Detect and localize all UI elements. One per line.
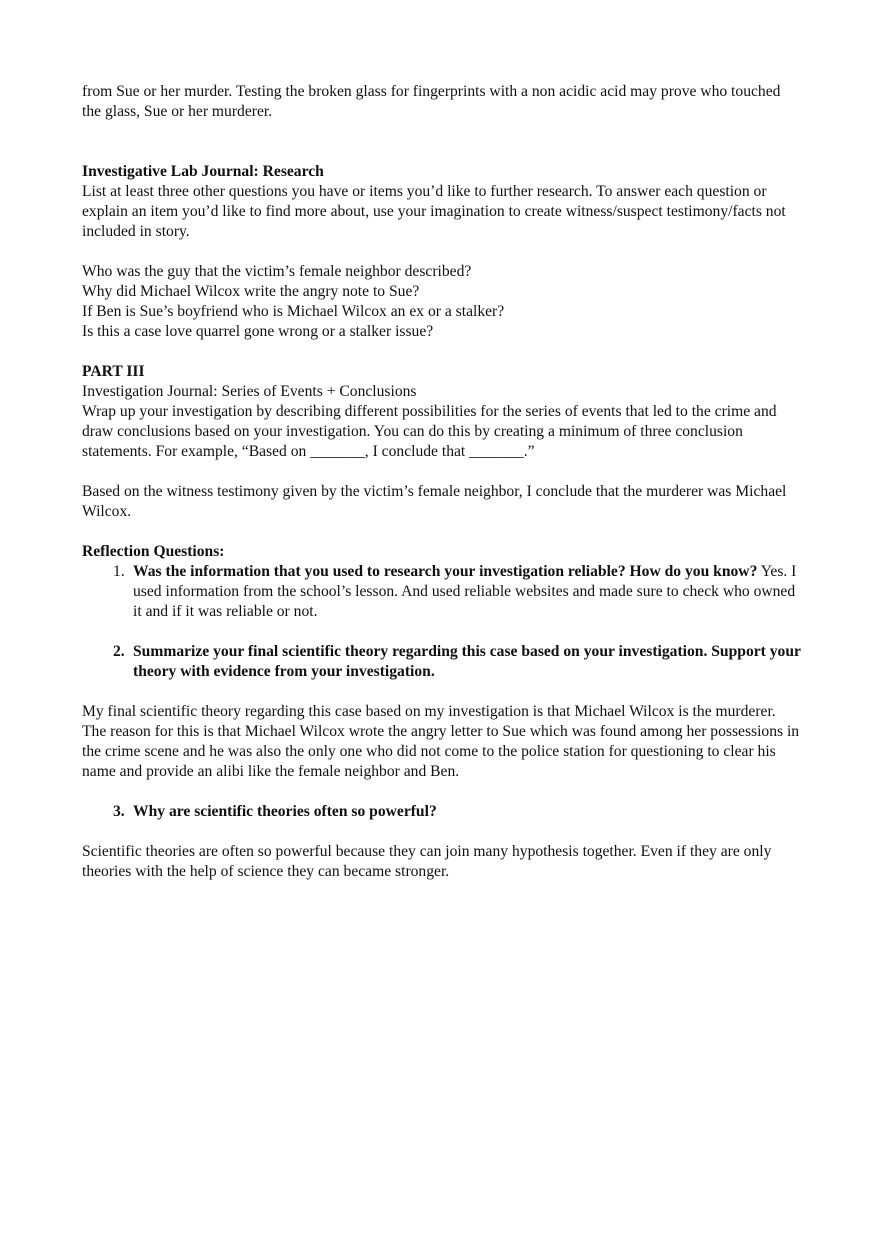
research-question: Is this a case love quarrel gone wrong or a stalker issue? xyxy=(82,323,434,340)
question-text: Was the information that you used to research your investigation reliable? How do you know? xyxy=(133,563,758,580)
part-three-instructions: Wrap up your investigation by describing different possibilities for the series of events that led to the crime and draw conclusions based on your investigation. You can do this by creating a minimum of three conclusion statements. For example, “Based on _______, I conclude that _______.” xyxy=(82,403,777,460)
spacer xyxy=(82,342,802,362)
spacer xyxy=(82,782,802,802)
research-question: If Ben is Sue’s boyfriend who is Michael Wilcox an ex or a stalker? xyxy=(82,303,505,320)
document-page xyxy=(82,82,802,882)
question-text: Summarize your final scientific theory regarding this case based on your investigation. Support your theory with evidence from your investigation. xyxy=(133,643,801,680)
part-three-subheading: Investigation Journal: Series of Events + Conclusions xyxy=(82,383,417,400)
research-instructions: List at least three other questions you have or items you’d like to further research. To answer each question or explain an item you’d like to find more about, use your imagination to create witness/suspect testimony/facts not included in story. xyxy=(82,183,786,240)
answer-paragraph: Scientific theories are often so powerful because they can join many hypothesis together. Even if they are only theories with the help of science they can became stronger. xyxy=(82,843,772,880)
research-heading: Investigative Lab Journal: Research xyxy=(82,163,324,180)
question-text: Why are scientific theories often so powerful? xyxy=(133,803,437,820)
spacer xyxy=(82,522,802,542)
question-number: 2. xyxy=(113,643,125,660)
spacer xyxy=(82,822,802,842)
question-number: 3. xyxy=(113,803,125,820)
conclusion-statement: Based on the witness testimony given by the victim’s female neighbor, I conclude that the murderer was Michael Wilcox. xyxy=(82,483,787,520)
spacer xyxy=(82,622,802,642)
reflection-question-list xyxy=(82,562,802,682)
research-question: Who was the guy that the victim’s female neighbor described? xyxy=(82,263,472,280)
spacer xyxy=(82,462,802,482)
intro-paragraph: from Sue or her murder. Testing the broken glass for fingerprints with a non acidic acid may prove who touched the glass, Sue or her murderer. xyxy=(82,83,781,120)
reflection-question-2 xyxy=(82,642,802,682)
question-number: 1. xyxy=(113,563,125,580)
reflection-question-1 xyxy=(82,562,802,622)
spacer xyxy=(82,242,802,262)
answer-paragraph: My final scientific theory regarding this case based on my investigation is that Michael Wilcox is the murderer. The reason for this is that Michael Wilcox wrote the angry letter to Sue which was found among her possessions in the crime scene and he was also the only one who did not come to the police station for questioning to clear his name and provide an alibi like the female neighbor and Ben. xyxy=(82,703,800,780)
part-three-heading: PART III xyxy=(82,363,145,380)
research-question: Why did Michael Wilcox write the angry note to Sue? xyxy=(82,283,420,300)
reflection-question-list xyxy=(82,802,802,822)
reflection-heading: Reflection Questions: xyxy=(82,543,225,560)
answer-text: Yes. I used information from the school’s lesson. And used reliable websites and made sure to check who owned it and if it was reliable or not. xyxy=(133,563,797,620)
spacer xyxy=(82,122,802,162)
spacer xyxy=(82,682,802,702)
reflection-question-3 xyxy=(82,802,802,822)
